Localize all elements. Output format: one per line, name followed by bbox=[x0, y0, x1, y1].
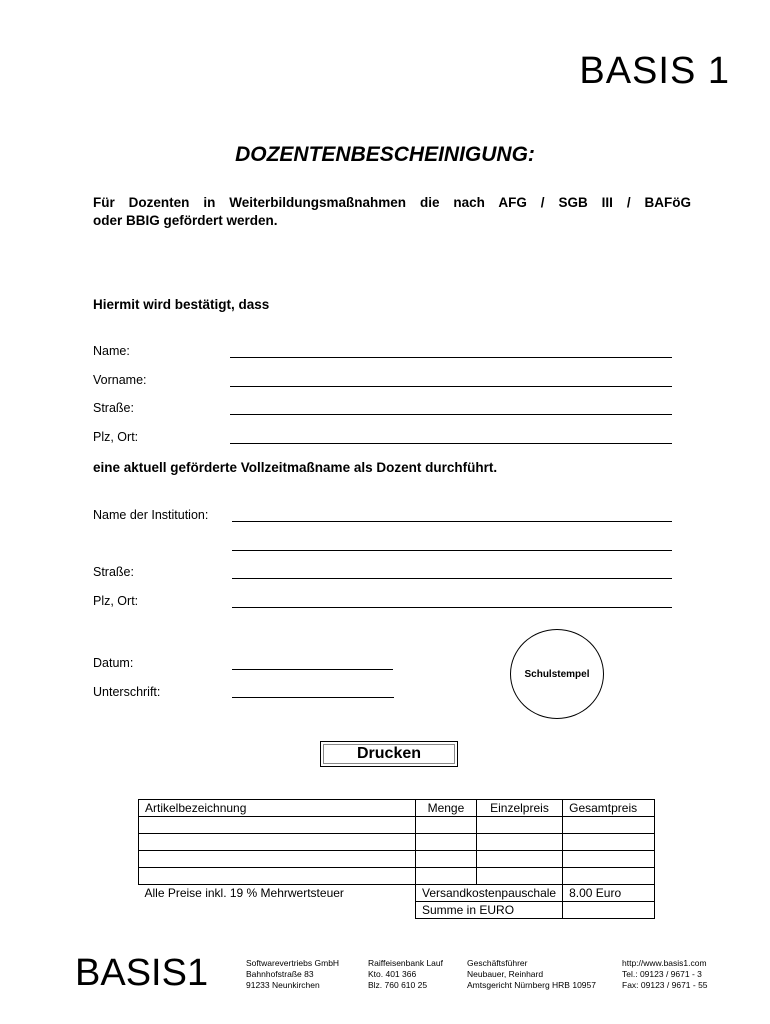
footer-bank-line: Blz. 760 610 25 bbox=[368, 980, 428, 990]
sum-row bbox=[139, 902, 655, 919]
table-row bbox=[139, 834, 655, 851]
name-field[interactable] bbox=[230, 357, 672, 358]
school-stamp-label: Schulstempel bbox=[524, 668, 590, 680]
footer-logo: BASIS1 bbox=[75, 952, 209, 994]
school-stamp-circle bbox=[510, 629, 604, 719]
header-menge: Menge bbox=[416, 800, 477, 817]
header-gesamtpreis: Gesamtpreis bbox=[563, 800, 655, 817]
table-row bbox=[139, 817, 655, 834]
page-title: DOZENTENBESCHEINIGUNG: bbox=[235, 143, 535, 166]
footer-management-line: Neubauer, Reinhard bbox=[467, 969, 544, 979]
institution-name-label: Name der Institution: bbox=[93, 508, 209, 522]
table-cell[interactable] bbox=[139, 817, 416, 834]
footer-management-line: Amtsgericht Nürnberg HRB 10957 bbox=[467, 980, 596, 990]
strasse-field[interactable] bbox=[230, 414, 672, 415]
table-cell[interactable] bbox=[476, 851, 562, 868]
table-cell[interactable] bbox=[476, 834, 562, 851]
confirm-text: Hiermit wird bestätigt, dass bbox=[93, 297, 270, 312]
institution-name-field[interactable] bbox=[232, 521, 672, 522]
institution-plz-ort-field[interactable] bbox=[232, 607, 672, 608]
table-cell[interactable] bbox=[139, 868, 416, 885]
header-einzelpreis: Einzelpreis bbox=[476, 800, 562, 817]
table-row bbox=[139, 851, 655, 868]
table-cell[interactable] bbox=[416, 868, 477, 885]
footer-company-line: Bahnhofstraße 83 bbox=[246, 969, 314, 979]
unterschrift-field[interactable] bbox=[232, 697, 394, 698]
header-artikelbezeichnung: Artikelbezeichnung bbox=[139, 800, 416, 817]
shipping-row bbox=[139, 885, 655, 902]
empty-cell bbox=[139, 902, 416, 919]
footer-fax: Fax: 09123 / 9671 - 55 bbox=[622, 980, 708, 990]
footer-phone: Tel.: 09123 / 9671 - 3 bbox=[622, 969, 702, 979]
sum-label: Summe in EURO bbox=[416, 902, 563, 919]
intro-text bbox=[93, 194, 693, 230]
table-cell[interactable] bbox=[416, 834, 477, 851]
plz-ort-label: Plz, Ort: bbox=[93, 430, 139, 444]
shipping-value: 8.00 Euro bbox=[563, 885, 655, 902]
intro-line-1: Für Dozenten in Weiterbildungsmaßnahmen die nach AFG / SGB III / BAFöG bbox=[93, 195, 691, 210]
footer-company bbox=[246, 958, 339, 991]
intro-line-2: oder BBIG gefördert werden. bbox=[93, 213, 278, 228]
institution-strasse-label: Straße: bbox=[93, 565, 134, 579]
footer-website-link[interactable]: http://www.basis1.com bbox=[622, 958, 707, 968]
table-cell[interactable] bbox=[563, 868, 655, 885]
footer-company-line: 91233 Neunkirchen bbox=[246, 980, 320, 990]
vorname-label: Vorname: bbox=[93, 373, 147, 387]
footer-bank-line: Raiffeisenbank Lauf bbox=[368, 958, 443, 968]
table-cell[interactable] bbox=[563, 834, 655, 851]
strasse-label: Straße: bbox=[93, 401, 134, 415]
table-header-row bbox=[139, 800, 655, 817]
header-logo: BASIS 1 bbox=[579, 50, 730, 92]
table-cell[interactable] bbox=[563, 817, 655, 834]
institution-name-field-2[interactable] bbox=[232, 550, 672, 551]
footer-bank-line: Kto. 401 366 bbox=[368, 969, 417, 979]
unterschrift-label: Unterschrift: bbox=[93, 685, 161, 699]
table-cell[interactable] bbox=[139, 834, 416, 851]
table-cell[interactable] bbox=[563, 851, 655, 868]
activity-text: eine aktuell geförderte Vollzeitmaßname als Dozent durchführt. bbox=[93, 460, 498, 475]
datum-field[interactable] bbox=[232, 669, 393, 670]
footer-management-line: Geschäftsführer bbox=[467, 958, 528, 968]
institution-plz-ort-label: Plz, Ort: bbox=[93, 594, 139, 608]
table-cell[interactable] bbox=[416, 851, 477, 868]
shipping-label: Versandkostenpauschale bbox=[416, 885, 563, 902]
name-label: Name: bbox=[93, 344, 130, 358]
table-row bbox=[139, 868, 655, 885]
print-button[interactable]: Drucken bbox=[320, 741, 458, 767]
table-cell[interactable] bbox=[476, 868, 562, 885]
footer-contact bbox=[622, 958, 708, 991]
footer-management bbox=[467, 958, 596, 991]
institution-strasse-field[interactable] bbox=[232, 578, 672, 579]
order-table bbox=[138, 799, 655, 919]
datum-label: Datum: bbox=[93, 656, 134, 670]
sum-value bbox=[563, 902, 655, 919]
table-cell[interactable] bbox=[139, 851, 416, 868]
vat-note: Alle Preise inkl. 19 % Mehrwertsteuer bbox=[139, 885, 416, 902]
footer-bank bbox=[368, 958, 443, 991]
plz-ort-field[interactable] bbox=[230, 443, 672, 444]
vorname-field[interactable] bbox=[230, 386, 672, 387]
footer-company-line: Softwarevertriebs GmbH bbox=[246, 958, 340, 968]
table-cell[interactable] bbox=[476, 817, 562, 834]
table-cell[interactable] bbox=[416, 817, 477, 834]
